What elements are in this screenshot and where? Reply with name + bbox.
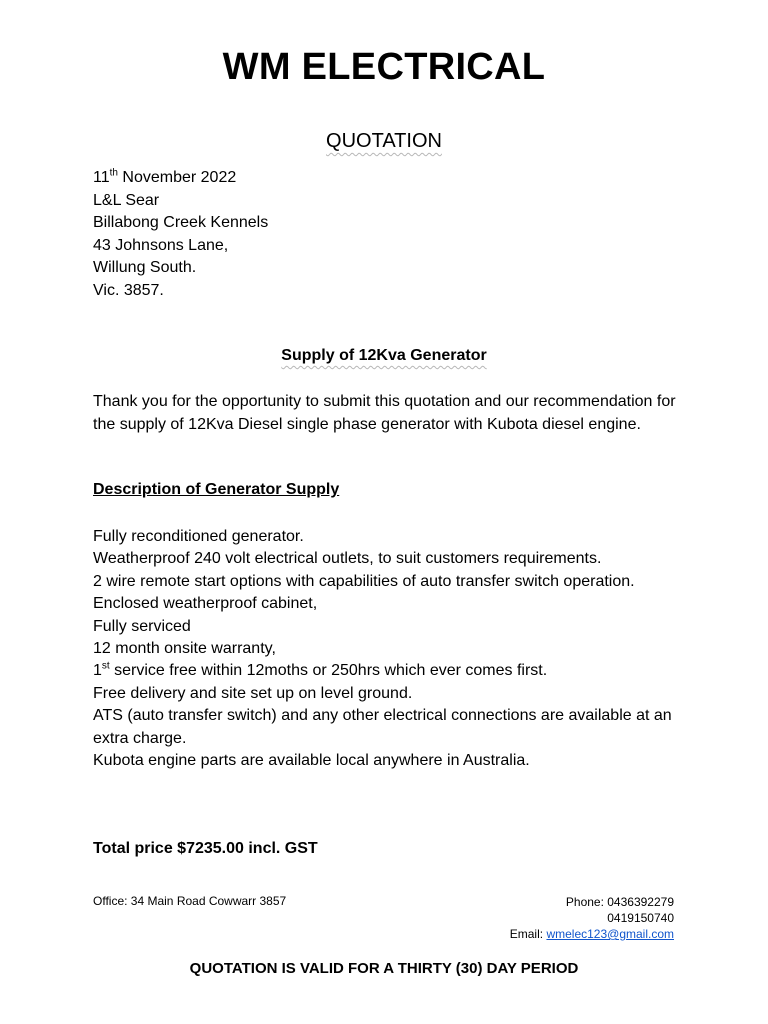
company-name: WM ELECTRICAL — [222, 46, 546, 88]
feature-item: 12 month onsite warranty, — [93, 640, 276, 658]
feature-item — [93, 660, 683, 682]
subject-text: Supply of 12Kva Generator — [281, 347, 487, 364]
recipient-state-postcode: Vic. 3857. — [93, 281, 164, 299]
feature-item: Enclosed weatherproof cabinet, — [93, 595, 318, 613]
email-label: Email: — [509, 927, 547, 941]
intro-paragraph: Thank you for the opportunity to submit this quotation and our recommendation for the supply of 12Kva Diesel single phase generator with Kubota diesel engine. — [93, 393, 676, 433]
feature-list — [93, 526, 683, 772]
recipient-street: 43 Johnsons Lane, — [93, 236, 229, 254]
phone-secondary: 0419150740 — [607, 911, 674, 925]
contact-block — [510, 894, 674, 942]
recipient-name: L&L Sear — [93, 191, 160, 209]
office-address: Office: 34 Main Road Cowwarr 3857 — [93, 894, 287, 908]
feature-item: ATS (auto transfer switch) and any other electrical connections are available at an extra charge. — [93, 707, 672, 747]
date-ordinal-suffix: th — [109, 167, 118, 179]
validity-notice: QUOTATION IS VALID FOR A THIRTY (30) DAY PERIOD — [189, 960, 579, 977]
email-line — [510, 926, 674, 942]
feature-item: Fully reconditioned generator. — [93, 528, 304, 545]
recipient-business: Billabong Creek Kennels — [93, 214, 269, 231]
feature-text: service free within 12moths or 250hrs which ever comes first. — [109, 662, 548, 680]
date-month-year: November 2022 — [117, 169, 237, 186]
email-link[interactable]: wmelec123@gmail.com — [546, 927, 674, 941]
document-type-heading — [0, 130, 768, 153]
feature-item: Kubota engine parts are available local anywhere in Australia. — [93, 752, 530, 770]
feature-item: Free delivery and site set up on level ground. — [93, 684, 413, 702]
feature-ordinal-suffix: st — [101, 661, 110, 673]
document-type-text: QUOTATION — [326, 130, 442, 152]
phone-primary: Phone: 0436392279 — [565, 895, 674, 909]
recipient-address-block — [93, 167, 268, 302]
feature-item: 2 wire remote start options with capabilities of auto transfer switch operation. — [93, 572, 635, 590]
description-heading: Description of Generator Supply — [93, 481, 340, 498]
quote-date — [93, 167, 268, 190]
subject-heading — [0, 347, 768, 365]
recipient-town: Willung South. — [93, 259, 197, 276]
total-price: Total price $7235.00 incl. GST — [93, 840, 318, 857]
date-day: 11 — [93, 169, 110, 186]
feature-ordinal-number: 1 — [93, 662, 102, 680]
feature-item: Fully serviced — [93, 617, 191, 635]
feature-item: Weatherproof 240 volt electrical outlets, to suit customers requirements. — [93, 550, 602, 568]
